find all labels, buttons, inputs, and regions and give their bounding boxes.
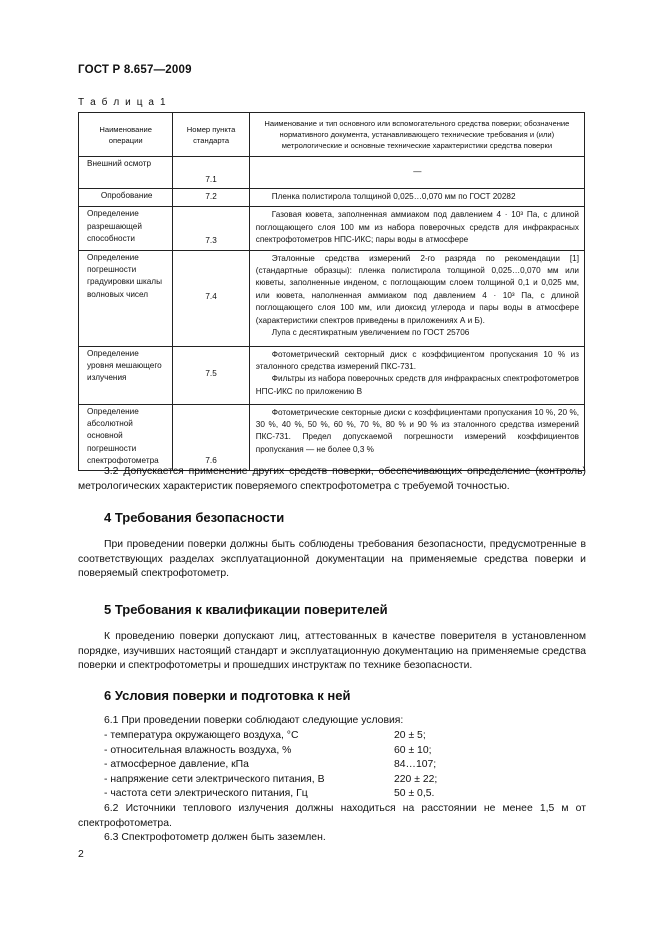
list-item [104, 744, 514, 759]
section-5-title: 5 Требования к квалификации поверителей [104, 602, 388, 617]
operation-cell: Опробование [79, 189, 173, 207]
column-header-means: Наименование и тип основного или вспомогательного средства поверки; обозначение нормативного документа, устанавливающего технические требования и (или) метрологические и основные технические характеристики средства поверки [249, 113, 584, 157]
list-item [104, 729, 514, 744]
table-row [79, 404, 585, 470]
column-header-clause: Номер пункта стандарта [173, 113, 249, 157]
paragraph-6-3: 6.3 Спектрофотометр должен быть заземлен. [104, 832, 326, 843]
means-cell: — [249, 157, 584, 189]
conditions-list [104, 729, 514, 802]
condition-value: 50 ± 0,5. [394, 788, 435, 800]
operation-cell: Определение разрешающей способности [79, 207, 173, 250]
condition-label: - относительная влажность воздуха, % [104, 744, 292, 756]
table-row [79, 157, 585, 189]
clause-cell: 7.4 [173, 250, 249, 346]
list-item [104, 758, 514, 773]
section-6-title: 6 Условия поверки и подготовка к ней [104, 688, 351, 703]
operation-cell: Определение уровня мешающего излучения [79, 346, 173, 404]
page-number: 2 [78, 849, 84, 860]
paragraph-6-2: 6.2 Источники теплового излучения должны находиться на расстоянии не менее 1,5 м от спектрофотометра. [78, 803, 586, 829]
operation-cell: Определение погрешности градуировки шкалы волновых чисел [79, 250, 173, 346]
means-cell: Пленка полистирола толщиной 0,025…0,070 мм по ГОСТ 20282 [249, 189, 584, 207]
clause-cell: 7.1 [173, 157, 249, 189]
means-cell: Фотометрический секторный диск с коэффициентом пропускания 10 % из эталонного средства измерений ПКС-731. Фильтры из набора поверочных средств для инфракрасных спектрофотометров НПС-ИКС по приложению В [249, 346, 584, 404]
table-header-row [79, 113, 585, 157]
condition-value: 84…107; [394, 759, 437, 771]
condition-value: 20 ± 5; [394, 730, 426, 741]
verification-table [78, 112, 585, 471]
means-cell: Газовая кювета, заполненная аммиаком под давлением 4 · 10³ Па, с длиной поглощающего слоя 100 мм из набора поверочных средств для инфракрасных спектрофотометров НПС-ИКС; пары воды в атмосфере [249, 207, 584, 250]
condition-label: - напряжение сети электрического питания, В [104, 773, 325, 785]
table-row [79, 346, 585, 404]
list-item [104, 773, 514, 788]
table-row [79, 250, 585, 346]
table-row [79, 207, 585, 250]
column-header-operation: Наименование операции [79, 113, 173, 157]
condition-label: - частота сети электрического питания, Гц [104, 788, 308, 800]
operation-cell: Внешний осмотр [79, 157, 173, 189]
list-item [104, 787, 514, 802]
paragraph-3-2: 3.2 Допускается применение других средств поверки, обеспечивающих определение (контроль) метрологических характеристик поверяемого спектрофотометра с требуемой точностью. [78, 466, 586, 492]
means-cell: Эталонные средства измерений 2-го разряда по рекомендации [1] (стандартные образцы): пленка полистирола толщиной 0,025…0,070 мм или кюветы, заполненные инденом, с поглощающим слоем толщиной 0,1 и 0,025 мм, или кювета, наполненная аммиаком под давлением 4 · 10³ Па, с длиной поглощающего слоя 100 мм, или диоксид углерода и пары воды в атмосфере (характеристики спектров приведены в приложениях А и Б). Лупа с десятикратным увеличением по ГОСТ 25706 [249, 250, 584, 346]
condition-label: - атмосферное давление, кПа [104, 759, 249, 771]
clause-cell: 7.5 [173, 346, 249, 404]
paragraph-6-1: 6.1 При проведении поверки соблюдают следующие условия: [104, 715, 404, 726]
condition-value: 60 ± 10; [394, 744, 432, 756]
means-cell: Фотометрические секторные диски с коэффициентами пропускания 10 %, 20 %, 30 %, 40 %, 50 %, 60 %, 70 %, 80 % и 90 % из эталонного средства измерений ПКС-731. Предел допускаемой погрешности измерений коэффициентов пропускания — не более 0,3 % [249, 404, 584, 470]
condition-label: - температура окружающего воздуха, °С [104, 730, 299, 741]
condition-value: 220 ± 22; [394, 773, 438, 785]
clause-cell: 7.3 [173, 207, 249, 250]
clause-cell: 7.6 [173, 404, 249, 470]
operation-cell: Определение абсолютной основной погрешности спектрофотометра [79, 404, 173, 470]
section-4-text: При проведении поверки должны быть соблюдены требования безопасности, предусмотренные в соответствующих разделах эксплуатационной документации на применяемые средства поверки и поверяемый спектрофотометр. [78, 539, 586, 580]
clause-cell: 7.2 [173, 189, 249, 207]
standard-header: ГОСТ Р 8.657—2009 [78, 64, 192, 76]
table-caption: Т а б л и ц а 1 [78, 97, 168, 108]
table-row [79, 189, 585, 207]
section-4-title: 4 Требования безопасности [104, 510, 285, 525]
section-5-text: К проведению поверки допускают лиц, аттестованных в качестве поверителя в установленном порядке, изучивших настоящий стандарт и эксплуатационную документацию на применяемые средства поверки и спектрофотометры и прошедших инструктаж по технике безопасности. [78, 631, 586, 672]
